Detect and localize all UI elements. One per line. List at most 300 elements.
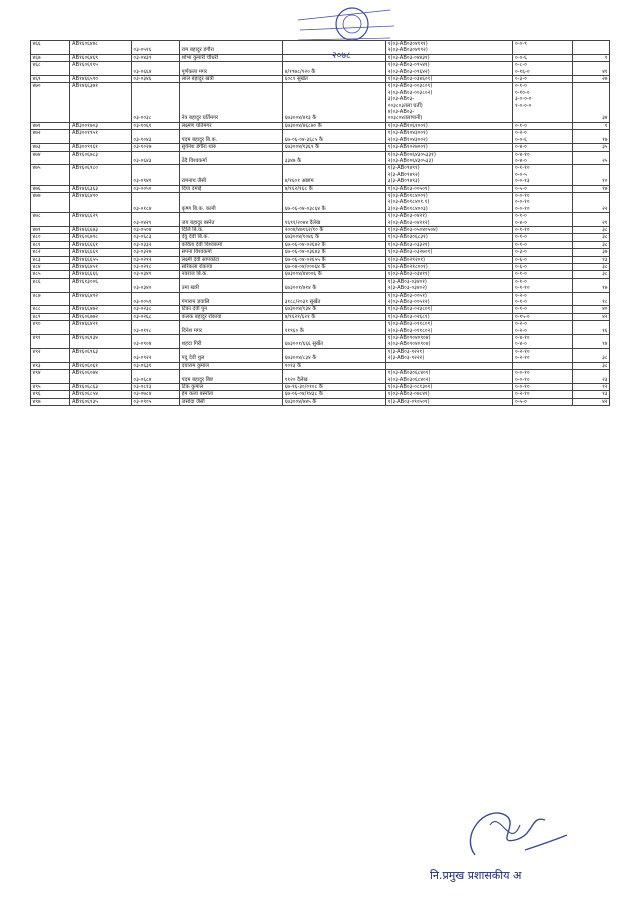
c-ar-line: ०-०-९ — [514, 41, 527, 47]
c-id-cell: AB१६०६७९८ — [70, 234, 131, 241]
c-rm-cell: ३८ — [572, 234, 609, 241]
c-ar-line: ०-४-० — [514, 219, 527, 226]
c-ar-cell — [513, 335, 572, 349]
c-ar-line: ०-१-१० — [514, 165, 530, 172]
c-ds-cell: ०३-०२१८ — [131, 264, 179, 271]
table-row — [31, 76, 610, 83]
c-pn-line: २(०३-AB०३-०११८०२) — [387, 327, 433, 334]
c-ar-cell — [513, 264, 572, 271]
c-rm-cell: ४० — [572, 306, 609, 313]
c-pn-line: ३(०३-AB०३- — [387, 96, 415, 103]
c-ar-cell — [513, 370, 572, 384]
table-row — [31, 122, 610, 129]
c-pl-cell: ६७३००१/७१४ कै — [283, 278, 386, 292]
c-ar-cell — [513, 83, 572, 122]
c-pl-cell: ६७३००४/८३४ कै — [283, 348, 386, 362]
c-pl-cell: ६७३००४/१३६९ कै — [283, 144, 386, 151]
c-rn-cell: ४९४ — [31, 370, 70, 384]
c-rn-cell: ४८१ — [31, 241, 70, 248]
c-nm-cell: सरिकला रोकाया — [180, 264, 283, 271]
c-ds-cell: ०३-००३८ — [131, 83, 179, 122]
c-pl-cell: ६७३००४/१०४६ कै — [283, 234, 386, 241]
c-id-cell: AB१४६६४२१ — [70, 321, 131, 335]
c-ds-cell: ०३-०६८४ — [131, 370, 179, 384]
c-rm-cell: ३४ — [572, 83, 609, 122]
c-ar-cell — [513, 391, 572, 398]
c-id-cell: AB१४६६६५५ — [70, 256, 131, 263]
c-pn-line: २(०३-AB०३-०४२१२) — [387, 219, 430, 226]
table-row — [31, 348, 610, 362]
c-rm-cell: ३८ — [572, 226, 609, 233]
c-ar-line: ०-२-० — [514, 321, 527, 328]
c-ds-cell: ०३-०३४१ — [131, 271, 179, 278]
c-nm-cell: लाल बहादुर खत्री — [180, 76, 283, 83]
c-id-cell: AB१६०६९६३ — [70, 348, 131, 362]
c-pn-line: १(०३-AB०३-०८१३०१) — [387, 383, 433, 390]
c-ar-cell — [513, 249, 572, 256]
c-id-cell: AB१४६६६७३ — [70, 226, 131, 233]
c-pn-line: १(०३-AB०३०४१९१) — [387, 41, 428, 47]
c-pn-line: २(०३-AB०३०६८४०२) — [387, 376, 431, 383]
c-pn-cell — [386, 130, 513, 144]
c-pn-cell — [386, 83, 513, 122]
c-ar-line: ०-१-० — [514, 278, 527, 285]
c-nm-cell: सपना विश्वकर्मा — [180, 249, 283, 256]
c-ar-line: ०-०-१० — [514, 376, 530, 383]
c-rn-cell: ४९१ — [31, 335, 70, 349]
c-ar-cell — [513, 130, 572, 144]
c-pn-line: २(०३-AB०३-००५१२) — [387, 299, 430, 306]
c-ar-line: ०-०-१० — [514, 383, 530, 390]
c-id-cell: AB१४६६६६६ — [70, 271, 131, 278]
c-ds-cell: ०३-००५० — [131, 185, 179, 192]
c-ar-cell — [513, 306, 572, 313]
c-ar-line: ०-०-१० — [514, 205, 530, 212]
c-pn-cell — [386, 54, 513, 61]
c-rm-cell: ३५ — [572, 144, 609, 151]
c-ar-cell — [513, 313, 572, 320]
c-pn-cell — [386, 76, 513, 83]
c-ds-cell: ०३-०८१३ — [131, 383, 179, 390]
c-ds-cell: ०३-०६४३ — [131, 151, 179, 165]
c-ar-line: ०-०-१० — [514, 199, 530, 206]
c-rn-cell: ४७६ — [31, 185, 70, 192]
c-pn-line: १(०३-AB००६४३०५३३१) — [387, 151, 436, 158]
c-nm-cell: गंगाराम ज्ञवालि — [180, 292, 283, 306]
c-pn-cell — [386, 321, 513, 335]
c-ar-line: ०-२-१० — [514, 355, 530, 362]
c-pl-cell: ६७-०६-०४-०३६४३ कै — [283, 249, 386, 256]
c-rn-cell: ४९२ — [31, 348, 70, 362]
c-rn-cell: ४६८ — [31, 62, 70, 76]
c-ds-cell: ०३-०९४१ — [131, 165, 179, 185]
c-pn-line: १(०३-AB१०६१००१) — [387, 122, 428, 129]
c-ar-cell — [513, 292, 572, 306]
c-rm-cell: ३८ — [572, 362, 609, 369]
c-pn-cell — [386, 256, 513, 263]
c-id-cell: AB१६०६०७४ — [70, 370, 131, 384]
c-ar-line: ०-६-० — [514, 264, 527, 270]
c-ar-line: ०-१-० — [514, 83, 527, 90]
c-nm-cell: पदु देवी थुल — [180, 348, 283, 362]
c-ar-line: ०-१-० — [514, 234, 527, 241]
table-row — [31, 83, 610, 122]
c-ar-line: ०-५-० — [514, 185, 527, 192]
c-rn-cell: ४८६ — [31, 278, 70, 292]
c-ar-line: ०-१-० — [514, 299, 527, 306]
c-pn-line: ००३८०४तलापानी) — [387, 115, 423, 122]
c-ar-line: ०-०-६ — [514, 54, 527, 61]
c-nm-cell: लक्ष्मी देवी सापकोटा — [180, 256, 283, 263]
c-pn-line: १(३-AB०३-०९०५०१) — [387, 398, 430, 405]
c-ar-line: ०-८-० — [514, 62, 527, 69]
c-nm-cell: देवु देवी बि.क. — [180, 234, 283, 241]
c-rn-cell: ४९६ — [31, 391, 70, 398]
c-nm-cell: पूर्णकला मगर — [180, 62, 283, 76]
c-pn-cell — [386, 313, 513, 320]
c-ar-line: ०-३-० — [514, 76, 527, 83]
c-pn-line: १(३-AB०९४९१) — [387, 165, 420, 172]
c-pl-cell: ४/१६२/१६८ कै — [283, 185, 386, 192]
table-row — [31, 391, 610, 398]
c-id-cell: AB१४६६४५१ — [70, 264, 131, 271]
c-id-cell: AB३००१७०३ — [70, 122, 131, 129]
c-ar-cell — [513, 278, 572, 292]
c-nm-cell: टिक कुमाल — [180, 383, 283, 390]
c-rm-cell: ४२ — [572, 313, 609, 320]
c-ar-cell — [513, 241, 572, 248]
c-nm-cell: राम बहादुर डंगौरा — [180, 41, 283, 55]
c-pn-cell — [386, 241, 513, 248]
c-rm-cell: २१ — [572, 213, 609, 227]
c-rn-cell: ४७८ — [31, 213, 70, 227]
c-ar-cell — [513, 122, 572, 129]
c-nm-cell: दिया दमाई — [180, 185, 283, 192]
c-pl-cell: ६७३००४/१३४ कै — [283, 306, 386, 313]
c-ds-cell: ०३-०७८४ — [131, 391, 179, 398]
c-id-cell: AB१४६६६६९ — [70, 249, 131, 256]
c-rm-cell: ३७ — [572, 249, 609, 256]
c-nm-cell: शहदा गिरी — [180, 335, 283, 349]
c-pl-cell: ३१८८/२०३१ सुर्खेत — [283, 292, 386, 306]
c-rn-cell: ४७० — [31, 83, 70, 122]
table-row — [31, 306, 610, 313]
c-pn-line: २(०३-AB०९०४०९०४) — [387, 341, 431, 348]
c-ar-cell — [513, 398, 572, 405]
c-nm-cell: कलक बहादुर रोकाया — [180, 313, 283, 320]
c-ar-cell — [513, 165, 572, 185]
c-pn-line: १(०३-AB०३-०७८४१) — [387, 391, 430, 398]
c-rn-cell: ४७५ — [31, 165, 70, 185]
c-id-cell: AB१६०६०६१ — [70, 362, 131, 369]
c-ar-line: ०-२-० — [514, 130, 527, 137]
c-rn-cell: ४८८ — [31, 306, 70, 313]
c-pn-line: ३(३-AB०९४९३) — [387, 178, 420, 185]
c-ar-cell — [513, 213, 572, 227]
c-pn-cell — [386, 185, 513, 192]
c-pn-line: १(०३-AB१०४३००१) — [387, 130, 428, 137]
c-pn-cell — [386, 335, 513, 349]
c-ar-line: ०-१०-० — [514, 89, 530, 96]
c-id-cell: AB३००९१६१ — [70, 144, 131, 151]
c-pl-cell: ६७-०६-०४-०३८६४ कै — [283, 192, 386, 212]
c-ds-cell: ०३-०६३१ — [131, 362, 179, 369]
c-pn-line: ४(०३-AB०३- — [387, 109, 415, 116]
c-rm-cell — [572, 41, 609, 55]
c-rm-cell: १७ — [572, 185, 609, 192]
c-nm-cell: जसोदा जैसी — [180, 398, 283, 405]
c-pn-line: २(३-AB०३-०३४०२) — [387, 285, 427, 292]
c-pl-cell: ६७३००४/४६८७० कै — [283, 122, 386, 129]
table-body — [31, 41, 610, 406]
c-rm-cell: ३८ — [572, 241, 609, 248]
c-pn-line: १(०३-AB०३-०२३८०१) — [387, 306, 433, 313]
c-ar-line: ०-१-१० — [514, 285, 530, 292]
c-pl-cell: ६७-०४-०४/०००६४ कै — [283, 264, 386, 271]
c-pn-line: १(०३-AB०३-०९५४१) — [387, 62, 430, 69]
c-pn-cell — [386, 122, 513, 129]
table-row — [31, 256, 610, 263]
c-rm-cell: १३ — [572, 256, 609, 263]
c-nm-cell: कविता देवी विश्वकर्मा — [180, 241, 283, 248]
c-pn-line: १(०३-AB०२९२०१) — [387, 256, 426, 263]
c-ds-cell: ०३-०३३२ — [131, 241, 179, 248]
c-nm-cell: पदम बहादुर बिष्ट — [180, 370, 283, 384]
c-rn-cell: ४९० — [31, 321, 70, 335]
c-nm-cell: नवराज बि.क. — [180, 271, 283, 278]
c-ar-cell — [513, 234, 572, 241]
c-ar-line: ०-४-१० — [514, 335, 530, 342]
c-pn-cell — [386, 264, 513, 271]
c-ar-line: ०-४-० — [514, 157, 527, 164]
c-rm-cell: ४१ — [572, 62, 609, 76]
c-rn-cell: ४८९ — [31, 313, 70, 320]
c-pn-line: १(०३-AB०३-००५१) — [387, 292, 427, 299]
c-ar-line: ०-०-६ — [514, 136, 527, 143]
c-pn-line: २(३-AB०३-९२२२) — [387, 355, 425, 362]
c-pn-line: ००३८०३तला घर्ती) — [387, 102, 423, 109]
c-pn-line: २(०३-AB००६४३०५३३) — [387, 157, 434, 164]
c-nm-cell: सुर्यनेश डंगौरा थारु — [180, 144, 283, 151]
c-rm-cell: १७ — [572, 130, 609, 144]
c-ds-cell: ०३-१०२७ — [131, 144, 179, 151]
c-pl-cell: ६७३००४/४१३ कै — [283, 83, 386, 122]
c-pn-cell — [386, 249, 513, 256]
c-pn-cell — [386, 306, 513, 313]
table-row — [31, 383, 610, 390]
c-ar-cell — [513, 76, 572, 83]
c-id-cell: AB१४६६४९० — [70, 192, 131, 212]
c-rn-cell: ४८७ — [31, 292, 70, 306]
c-pn-line: १(०३-AB०९०४०९०४) — [387, 335, 431, 342]
c-pn-line: ३(०३-AB०१८४००३) — [387, 205, 428, 212]
c-nm-cell: कृष्ण बि.क. कामी — [180, 192, 283, 212]
c-id-cell: AB१६०६८५४ — [70, 391, 131, 398]
c-nm-cell: उमा खत्री — [180, 278, 283, 292]
signature-mark — [455, 795, 575, 875]
c-ar-cell — [513, 271, 572, 278]
c-pl-cell: ४/१६०१ अछाम — [283, 165, 386, 185]
c-nm-cell: ठेंदै विश्वकर्मा — [180, 151, 283, 165]
c-nm-cell: दिलि बि.क. — [180, 226, 283, 233]
c-rn-cell: ४७४ — [31, 151, 70, 165]
c-pl-cell: ११२० दैलेख — [283, 370, 386, 384]
c-ar-line: ०-१-० — [514, 241, 527, 248]
c-ds-cell: ०३-०११८ — [131, 321, 179, 335]
c-pn-cell — [386, 234, 513, 241]
c-ar-line: ०-१-१० — [514, 226, 530, 233]
table-row — [31, 292, 610, 306]
c-rm-cell: १४ — [572, 335, 609, 349]
c-ar-cell — [513, 192, 572, 212]
c-pl-cell: ६०८१ सुर्खेत — [283, 76, 386, 83]
c-ds-cell: ०३-१०४३ — [131, 130, 179, 144]
c-rn-cell: ४६९ — [31, 76, 70, 83]
c-ds-cell: ०३-०५१६ — [131, 41, 179, 55]
c-rm-cell: १८ — [572, 292, 609, 306]
c-nm-cell: हेम कला बस्नोता — [180, 391, 283, 398]
c-nm-cell: रामनाथ जैसी — [180, 165, 283, 185]
c-ar-line: ०-०-५ — [514, 171, 527, 178]
c-rm-cell: १६ — [572, 321, 609, 335]
c-pl-cell: ६७-०६-०४-०२६४२ कै — [283, 241, 386, 248]
c-ds-cell: ०३-०६६४ — [131, 62, 179, 76]
table-row — [31, 362, 610, 369]
c-ar-cell — [513, 321, 572, 335]
c-ar-line: ०-१-० — [514, 271, 527, 278]
c-rn-cell: ४७७ — [31, 192, 70, 212]
c-pn-line: १(०३-AB०३०६८३१) — [387, 234, 428, 241]
table-row — [31, 278, 610, 292]
c-id-cell: AB१४६६४९२ — [70, 292, 131, 306]
c-ar-line: ०-३-० — [514, 249, 527, 256]
c-ar-cell — [513, 185, 572, 192]
c-pn-cell — [386, 62, 513, 76]
c-rm-cell: २२ — [572, 192, 609, 212]
c-nm-cell: शोभा कुमारी चौधरी — [180, 54, 283, 61]
table-row — [31, 192, 610, 212]
c-id-cell: AB१६०६९३५ — [70, 398, 131, 405]
c-rn-cell: ४८० — [31, 234, 70, 241]
c-ar-line: ०-४-० — [514, 144, 527, 151]
table-row — [31, 226, 610, 233]
table-row — [31, 313, 610, 320]
c-rm-cell: १ — [572, 122, 609, 129]
table-row — [31, 370, 610, 384]
c-pn-line: १(०३-AB०३-०३२७०१) — [387, 249, 433, 256]
c-ar-line: ०-२-१० — [514, 348, 530, 355]
signature-label: नि.प्रमुख प्रशासकीय अ — [430, 869, 522, 882]
c-id-cell: AB३००१९५१ — [70, 130, 131, 144]
c-ar-line: ०-१५-० — [514, 313, 530, 320]
c-pn-cell — [386, 192, 513, 212]
c-ds-cell: ०३-०९०४ — [131, 335, 179, 349]
c-pl-cell: ३३४७ कै — [283, 151, 386, 165]
c-rn-cell: ४७२ — [31, 130, 70, 144]
c-pn-line: १(०३-AB१०२७००१) — [387, 144, 428, 151]
c-pn-cell — [386, 165, 513, 185]
table-row — [31, 321, 610, 335]
c-ds-cell: ०३-०४३९ — [131, 54, 179, 61]
c-pn-cell — [386, 362, 513, 369]
c-pl-cell: २००४/४७१६२/१० कै — [283, 226, 386, 233]
c-rm-cell: ३८ — [572, 271, 609, 278]
c-rn-cell: ४९५ — [31, 383, 70, 390]
c-rn-cell: ४६७ — [31, 54, 70, 61]
c-pn-line: १(०३-AB०३-०११८०१) — [387, 321, 433, 328]
c-id-cell: AB१४६६३७१ — [70, 83, 131, 122]
c-pl-cell: ६७३००४/४४००६ कै — [283, 271, 386, 278]
c-nm-cell: टिका देवी पुन — [180, 306, 283, 313]
land-register-table — [30, 40, 610, 406]
c-ar-line: ०-१-० — [514, 213, 527, 220]
c-ar-line: ०-०-१० — [514, 370, 530, 377]
stamp-year: २०७८ — [332, 51, 351, 61]
c-pn-line: १(०३-AB०२१८००१) — [387, 264, 428, 270]
c-pl-cell: ४/१६२१/६२१ कै — [283, 313, 386, 320]
c-ar-line: ०-०-१३ — [514, 178, 530, 185]
c-pn-line: १(०३-AB०३-००५०१) — [387, 185, 430, 192]
c-pn-cell — [386, 271, 513, 278]
c-ds-cell: ०३-०२९२ — [131, 256, 179, 263]
table-row — [31, 398, 610, 405]
table-row — [31, 234, 610, 241]
c-pn-line: १(०३-AB०३-०३३२१) — [387, 241, 430, 248]
c-ds-cell: ०३-०१८४ — [131, 192, 179, 212]
c-id-cell: AB१६०६८६३ — [70, 383, 131, 390]
c-rn-cell: ४९७ — [31, 398, 70, 405]
c-pn-cell — [386, 383, 513, 390]
c-ar-line: ०-५-० — [514, 398, 527, 405]
c-id-cell: AB१६०६७८३ — [70, 151, 131, 165]
c-nm-cell: नेत्र बहादुर घर्तिमगर — [180, 83, 283, 122]
c-ar-cell — [513, 256, 572, 263]
c-ds-cell: ०३-०६८३ — [131, 234, 179, 241]
c-pn-line: २(०३-AB१०४३००२) — [387, 136, 428, 143]
table-row — [31, 264, 610, 271]
c-pn-cell — [386, 370, 513, 384]
c-id-cell: AB१६०६९८० — [70, 165, 131, 185]
c-ds-cell: ०३-०४२१ — [131, 213, 179, 227]
c-pn-line: २(०३-AB०३-०९६४२) — [387, 68, 430, 75]
c-pn-line: १(०३-AB०३-००३८०१) — [387, 83, 433, 90]
c-pn-cell — [386, 398, 513, 405]
c-nm-cell: दिनेश मगर — [180, 321, 283, 335]
c-pl-cell: ६७-०६-०४/१४३८ कै — [283, 391, 386, 398]
c-id-cell: AB१६०६४४८ — [70, 41, 131, 55]
c-pl-cell: ६७-०६-०४-०२६५५ कै — [283, 256, 386, 263]
c-ar-cell — [513, 362, 572, 369]
c-pl-cell: ६७-१६-३०/०१०८ कै — [283, 383, 386, 390]
c-pl-cell: ६७३००१/६६६ सुर्खेत — [283, 335, 386, 349]
c-ds-cell: ०३-०३२७ — [131, 249, 179, 256]
c-rm-cell: १० — [572, 165, 609, 185]
c-rm-cell: ३८ — [572, 348, 609, 362]
c-ds-cell: ०३-०२६८ — [131, 313, 179, 320]
c-id-cell: AB१४६६५९० — [70, 76, 131, 83]
c-pn-line: १(०३-AB०१८४००१) — [387, 192, 428, 199]
c-pl-cell: १०१३ कै — [283, 362, 386, 369]
c-ar-line: ०-२-० — [514, 327, 527, 334]
c-pn-cell — [386, 151, 513, 165]
c-ds-cell: ०३-०९२२ — [131, 348, 179, 362]
c-pn-line: १(०३-AB०३०६८४०१) — [387, 370, 431, 377]
c-pn-cell — [386, 41, 513, 55]
c-id-cell: AB१४६६६२९ — [70, 213, 131, 227]
table-row — [31, 185, 610, 192]
c-rn-cell: ४८३ — [31, 256, 70, 263]
c-ar-cell — [513, 54, 572, 61]
